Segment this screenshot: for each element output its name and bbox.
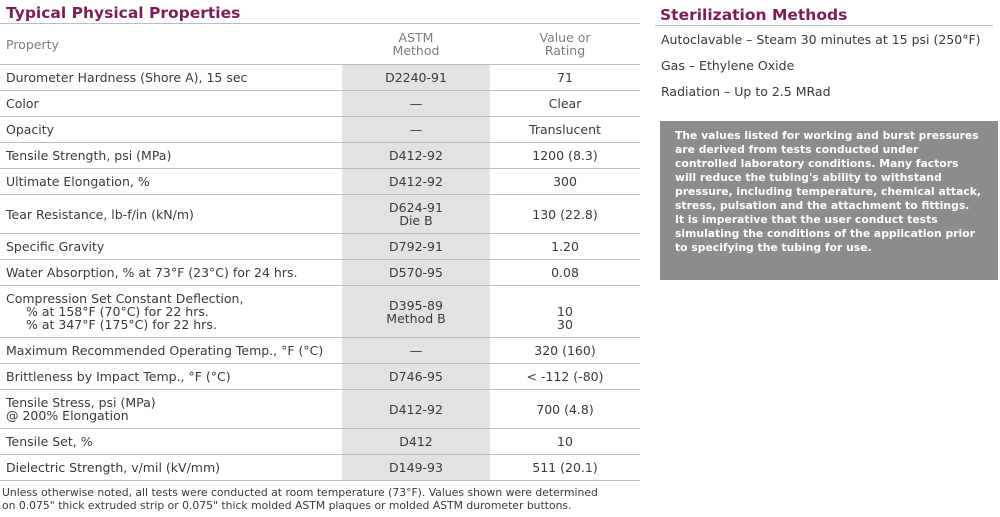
table-row bbox=[0, 260, 640, 286]
row-value-line1: 10 bbox=[557, 304, 573, 319]
row-astm: D412-92 bbox=[342, 143, 490, 169]
row-astm: — bbox=[342, 91, 490, 117]
title-divider bbox=[655, 25, 993, 26]
row-property-line1: Tensile Stress, psi (MPa) bbox=[6, 395, 156, 410]
row-astm: — bbox=[342, 338, 490, 364]
sterilization-title: Sterilization Methods bbox=[660, 6, 848, 24]
row-property: Brittleness by Impact Temp., °F (°C) bbox=[0, 364, 342, 390]
table-row bbox=[0, 234, 640, 260]
table-row bbox=[0, 338, 640, 364]
row-value: 10 bbox=[490, 429, 640, 455]
row-astm: D149-93 bbox=[342, 455, 490, 481]
table-header-row bbox=[0, 24, 640, 65]
table-row bbox=[0, 143, 640, 169]
row-property-line2: % at 158°F (70°C) for 22 hrs. bbox=[26, 304, 209, 319]
note-line: controlled laboratory conditions. Many factors bbox=[675, 157, 959, 170]
row-property-line2: @ 200% Elongation bbox=[6, 408, 129, 423]
table-row bbox=[0, 117, 640, 143]
row-value: 0.08 bbox=[490, 260, 640, 286]
row-value: 700 (4.8) bbox=[490, 390, 640, 429]
note-line: It is imperative that the user conduct tests bbox=[675, 213, 938, 226]
table-row bbox=[0, 169, 640, 195]
row-value: 1200 (8.3) bbox=[490, 143, 640, 169]
row-property: Tensile Strength, psi (MPa) bbox=[0, 143, 342, 169]
row-value: 71 bbox=[490, 65, 640, 91]
row-astm: D792-91 bbox=[342, 234, 490, 260]
header-value-line2: Rating bbox=[544, 43, 586, 58]
row-astm: — bbox=[342, 117, 490, 143]
footnote bbox=[2, 486, 642, 512]
note-line: simulating the conditions of the application prior bbox=[675, 227, 975, 240]
row-value: 300 bbox=[490, 169, 640, 195]
list-item: Radiation – Up to 2.5 MRad bbox=[661, 84, 831, 99]
properties-title: Typical Physical Properties bbox=[6, 4, 241, 22]
table-row bbox=[0, 91, 640, 117]
row-astm bbox=[342, 195, 490, 234]
row-astm-line1: D624-91 bbox=[389, 200, 443, 215]
sterilization-list bbox=[661, 32, 981, 110]
note-line: will reduce the tubing's ability to withstand bbox=[675, 171, 942, 184]
table-row bbox=[0, 429, 640, 455]
row-property: Opacity bbox=[0, 117, 342, 143]
row-value: 130 (22.8) bbox=[490, 195, 640, 234]
header-astm-line1: ASTM bbox=[398, 30, 434, 45]
row-property: Durometer Hardness (Shore A), 15 sec bbox=[0, 65, 342, 91]
header-astm-method bbox=[342, 24, 490, 65]
row-astm-line2: Die B bbox=[399, 213, 433, 228]
header-astm-line2: Method bbox=[392, 43, 440, 58]
row-value-line2: 30 bbox=[557, 317, 573, 332]
list-item: Gas – Ethylene Oxide bbox=[661, 58, 795, 73]
row-property-line3: % at 347°F (175°C) for 22 hrs. bbox=[26, 317, 217, 332]
properties-table bbox=[0, 24, 640, 481]
row-value: 320 (160) bbox=[490, 338, 640, 364]
table-row bbox=[0, 65, 640, 91]
table-row bbox=[0, 286, 640, 338]
row-property: Tensile Set, % bbox=[0, 429, 342, 455]
row-value: 1.20 bbox=[490, 234, 640, 260]
row-property: Maximum Recommended Operating Temp., °F (°C) bbox=[0, 338, 342, 364]
row-property: Water Absorption, % at 73°F (23°C) for 24 hrs. bbox=[0, 260, 342, 286]
note-line: to specifying the tubing for use. bbox=[675, 241, 872, 254]
row-property-line1: Compression Set Constant Deflection, bbox=[6, 291, 244, 306]
row-astm: D570-95 bbox=[342, 260, 490, 286]
row-property: Tear Resistance, lb-f/in (kN/m) bbox=[0, 195, 342, 234]
note-line: The values listed for working and burst pressures bbox=[675, 129, 979, 142]
row-property: Ultimate Elongation, % bbox=[0, 169, 342, 195]
table-row bbox=[0, 195, 640, 234]
header-value-line1: Value or bbox=[539, 30, 591, 45]
row-value: 511 (20.1) bbox=[490, 455, 640, 481]
table-row bbox=[0, 455, 640, 481]
row-property bbox=[0, 286, 342, 338]
row-value: Clear bbox=[490, 91, 640, 117]
row-astm: D412-92 bbox=[342, 390, 490, 429]
row-property: Specific Gravity bbox=[0, 234, 342, 260]
row-property: Dielectric Strength, v/mil (kV/mm) bbox=[0, 455, 342, 481]
table-row bbox=[0, 390, 640, 429]
list-item: Autoclavable – Steam 30 minutes at 15 psi (250°F) bbox=[661, 32, 981, 47]
row-property: Color bbox=[0, 91, 342, 117]
note-line: are derived from tests conducted under bbox=[675, 143, 919, 156]
row-astm-line2: Method B bbox=[386, 310, 446, 326]
footnote-line2: on 0.075" thick extruded strip or 0.075" thick molded ASTM plaques or molded ASTM durometer buttons. bbox=[2, 499, 572, 512]
row-value bbox=[490, 286, 640, 338]
row-astm-line1: D395-89 bbox=[389, 297, 443, 313]
row-property bbox=[0, 390, 342, 429]
note-line: stress, pulsation and the attachment to fittings. bbox=[675, 199, 970, 212]
pressure-disclaimer-box bbox=[660, 121, 998, 280]
row-value: Translucent bbox=[490, 117, 640, 143]
row-astm: D746-95 bbox=[342, 364, 490, 390]
table-row bbox=[0, 364, 640, 390]
row-value: < -112 (-80) bbox=[490, 364, 640, 390]
row-astm: D2240-91 bbox=[342, 65, 490, 91]
row-astm bbox=[342, 286, 490, 338]
row-astm: D412-92 bbox=[342, 169, 490, 195]
footnote-line1: Unless otherwise noted, all tests were conducted at room temperature (73°F). Values shown were determined bbox=[2, 486, 598, 499]
note-line: pressure, including temperature, chemical attack, bbox=[675, 185, 982, 198]
header-property: Property bbox=[0, 24, 342, 65]
header-value-rating bbox=[490, 24, 640, 65]
row-astm: D412 bbox=[342, 429, 490, 455]
